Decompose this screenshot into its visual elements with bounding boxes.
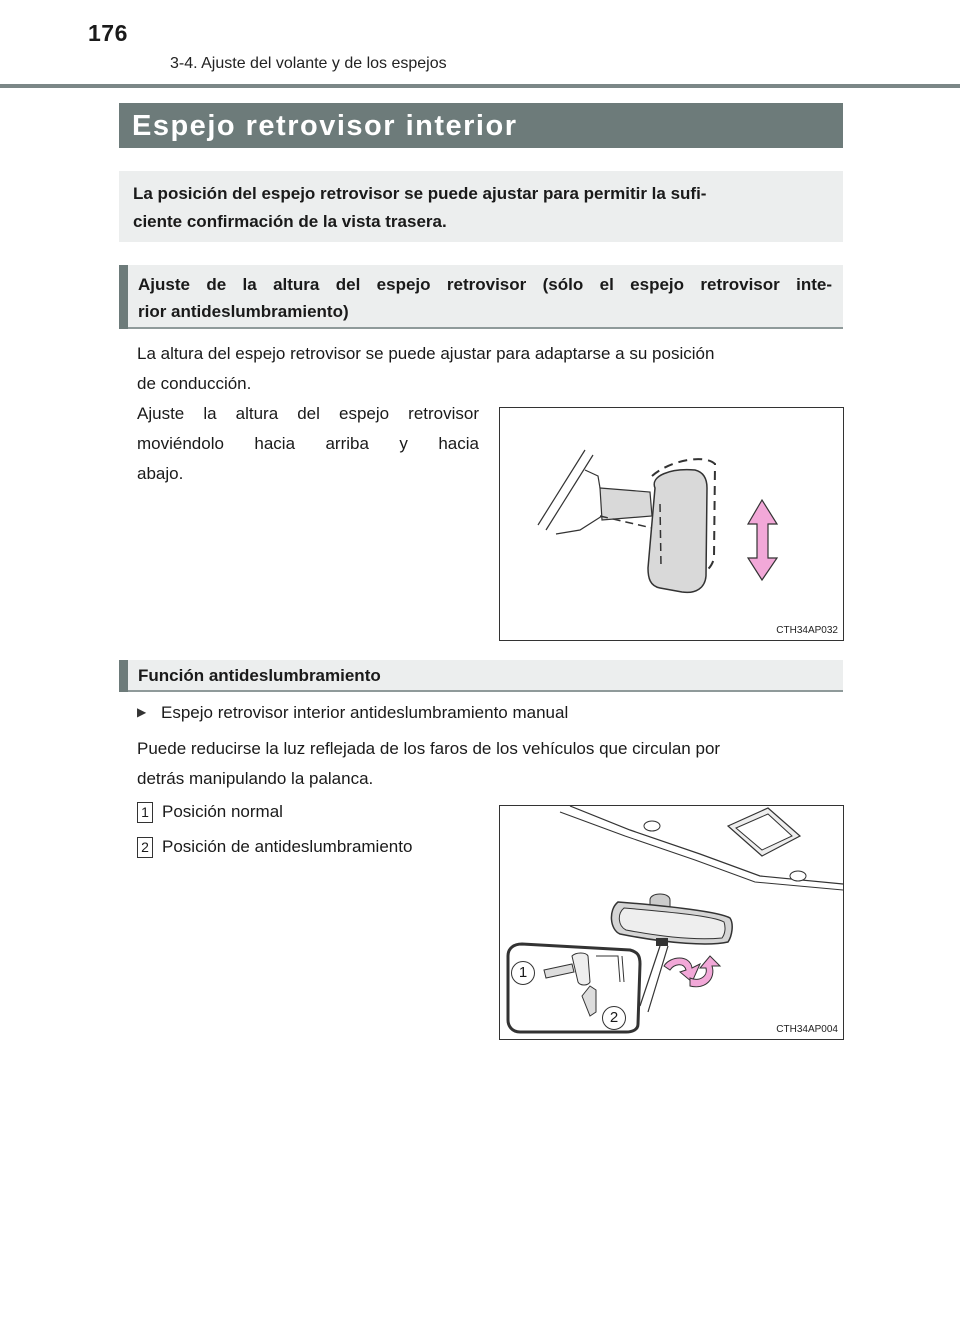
item-label-2: Posición de antideslumbramiento bbox=[162, 837, 413, 856]
item-number-1: 1 bbox=[137, 802, 153, 823]
height-section-heading: Ajuste de la altura del espejo retrovisor (sólo el espejo retrovisor inte- rior antideslumbramiento) bbox=[138, 275, 832, 321]
mirror-height-figure bbox=[499, 407, 844, 641]
section-reference: 3-4. Ajuste del volante y de los espejos bbox=[170, 55, 447, 72]
height-section-heading-accent bbox=[119, 265, 128, 329]
antiglare-figure bbox=[499, 805, 844, 1040]
callout-1: 1 bbox=[511, 961, 535, 985]
bullet-triangle-icon: ▶ bbox=[137, 705, 147, 719]
page-number: 176 bbox=[88, 20, 128, 46]
antiglare-illustration bbox=[500, 806, 843, 1039]
item-number-2: 2 bbox=[137, 837, 153, 858]
intro-line-2: ciente confirmación de la vista trasera. bbox=[133, 212, 447, 231]
header-rule bbox=[0, 84, 960, 88]
intro-line-1: La posición del espejo retrovisor se puede ajustar para permitir la sufi- bbox=[133, 184, 707, 203]
mirror-height-illustration bbox=[500, 408, 843, 640]
antiglare-heading: Función antideslumbramiento bbox=[138, 666, 381, 685]
page-title: Espejo retrovisor interior bbox=[132, 110, 518, 142]
height-paragraph-2: Ajuste la altura del espejo retrovisor moviéndolo hacia arriba y hacia abajo. bbox=[137, 404, 479, 483]
figure-code: CTH34AP004 bbox=[776, 1024, 838, 1035]
antiglare-heading-accent bbox=[119, 660, 128, 692]
antiglare-paragraph: Puede reducirse la luz reflejada de los faros de los vehículos que circulan por detrás manipulando la palanca. bbox=[137, 739, 721, 788]
callout-2: 2 bbox=[602, 1006, 626, 1030]
height-paragraph-1: La altura del espejo retrovisor se puede ajustar para adaptarse a su posición de conducción. bbox=[137, 344, 715, 393]
bullet-item: Espejo retrovisor interior antideslumbramiento manual bbox=[161, 703, 569, 722]
item-label-1: Posición normal bbox=[162, 802, 283, 821]
figure-code: CTH34AP032 bbox=[776, 625, 838, 636]
intro-text bbox=[133, 180, 833, 236]
